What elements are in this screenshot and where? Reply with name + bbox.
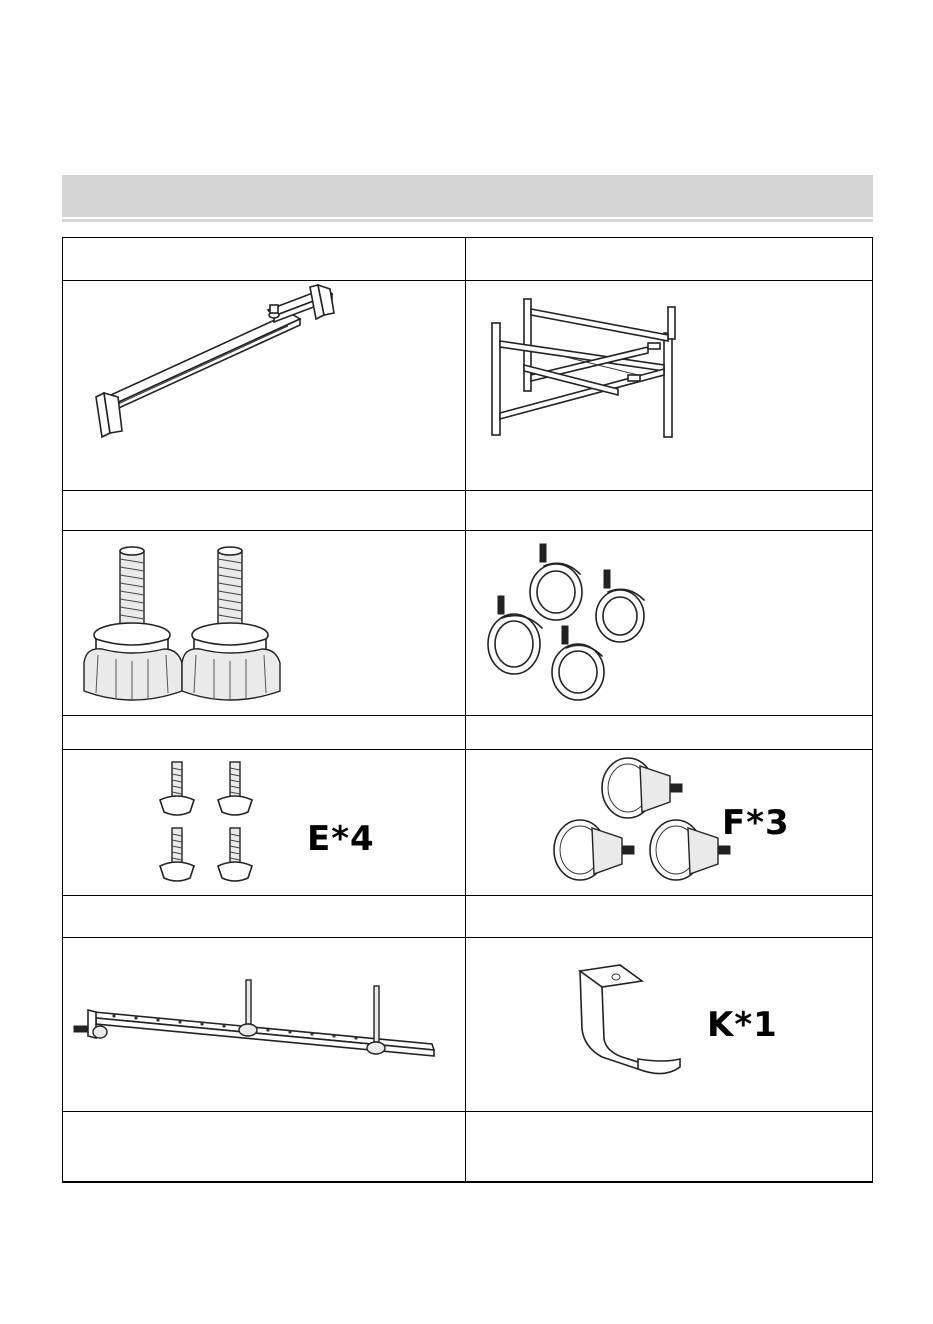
- leg-frame-icon: [488, 295, 688, 443]
- part-e-quantity: E*4: [307, 819, 375, 859]
- row-divider: [63, 1111, 872, 1112]
- adjustable-foot-icon: [78, 543, 278, 711]
- table-bottom-border: [62, 1181, 873, 1183]
- caster-wheel-icon: [478, 538, 673, 710]
- telescopic-crossbar-icon: [88, 285, 348, 445]
- row-divider: [63, 937, 872, 938]
- row-divider: [63, 895, 872, 896]
- part-f-quantity: F*3: [722, 803, 790, 843]
- headphone-hook-icon: [568, 963, 688, 1083]
- section-header-bar: [62, 175, 873, 217]
- adjustment-knob-icon: [548, 752, 738, 888]
- section-header-rule: [62, 219, 873, 222]
- row-divider: [63, 749, 872, 750]
- row-divider: [63, 490, 872, 491]
- part-k-quantity: K*1: [707, 1005, 778, 1045]
- row-divider: [63, 280, 872, 281]
- row-divider: [63, 530, 872, 531]
- leveling-foot-screw-icon: [158, 760, 268, 886]
- row-divider: [63, 715, 872, 716]
- column-divider: [465, 238, 466, 1181]
- cable-bracket-icon: [72, 978, 444, 1068]
